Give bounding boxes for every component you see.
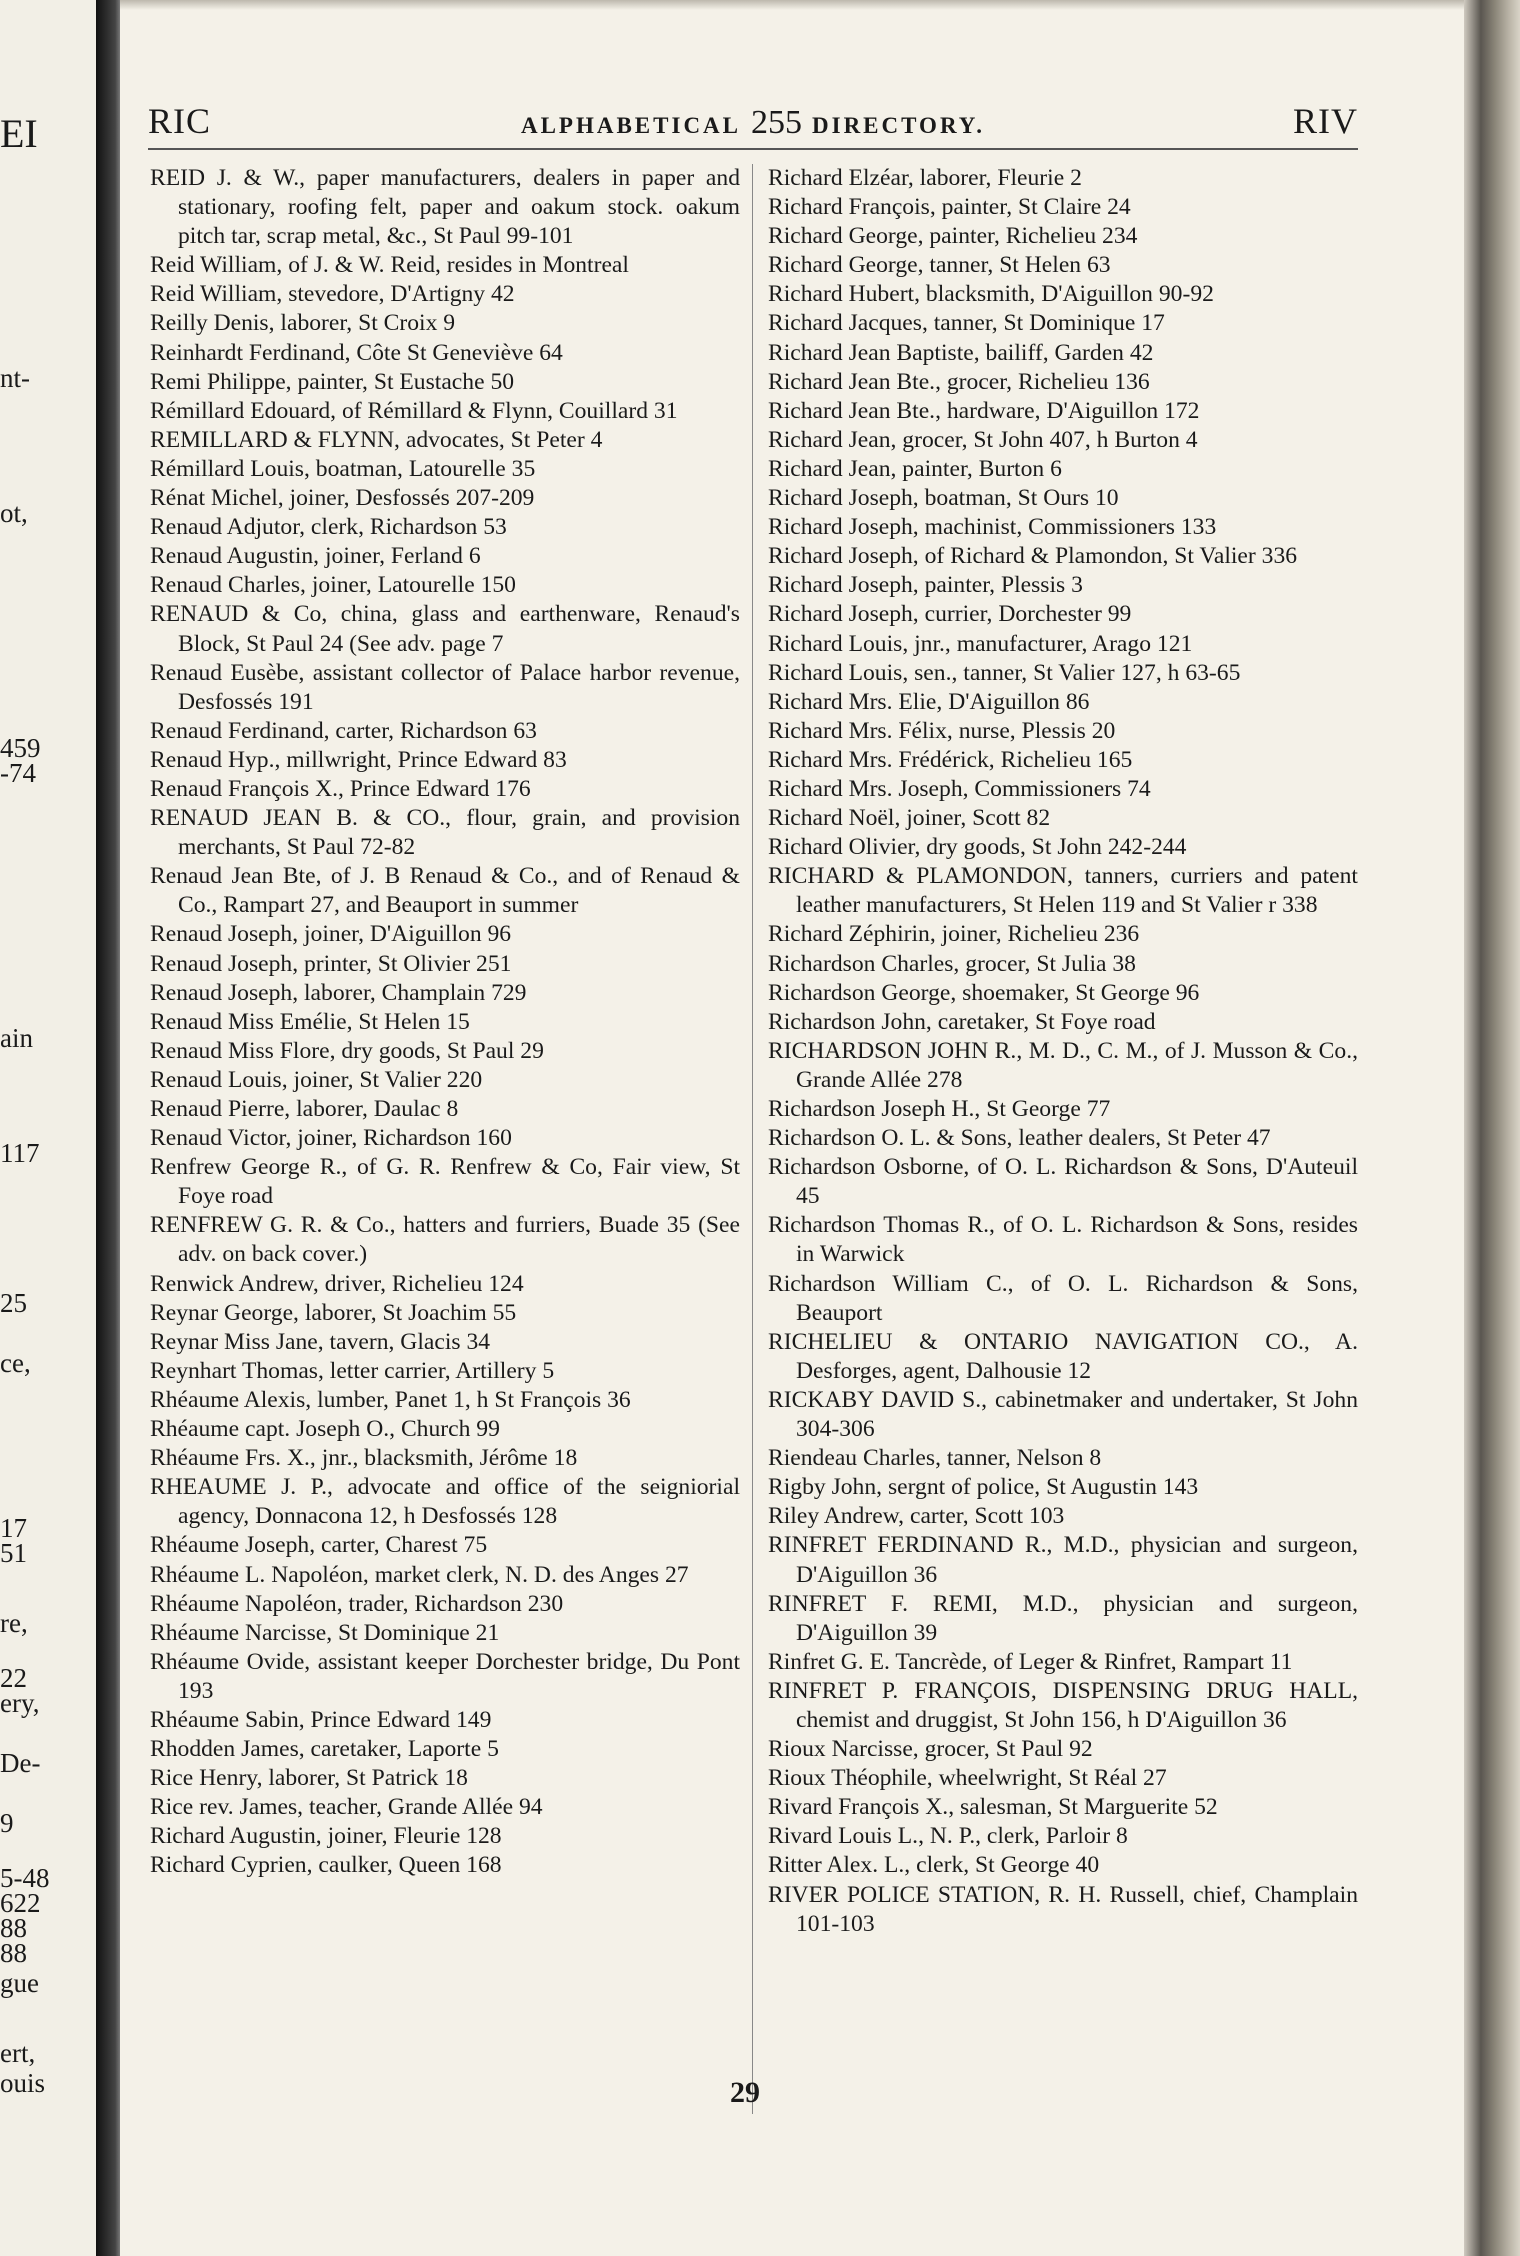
margin-fragment: 22 (0, 1663, 27, 1693)
margin-fragment: 459 (0, 733, 41, 763)
margin-fragment: 622 (0, 1888, 41, 1918)
directory-entry: Riendeau Charles, tanner, Nelson 8 (768, 1445, 1102, 1472)
margin-fragment: nt- (0, 363, 30, 393)
directory-entry: Rhéaume Frs. X., jnr., blacksmith, Jérôme 18 (150, 1445, 578, 1472)
directory-entry: RENAUD & Co, china, glass and earthenware, Renaud's Block, St Paul 24 (See adv. page 7 (150, 601, 740, 657)
directory-entry: RENAUD JEAN B. & CO., flour, grain, and provision merchants, St Paul 72-82 (150, 805, 740, 861)
directory-entry: Renwick Andrew, driver, Richelieu 124 (150, 1270, 524, 1297)
directory-entry: Richard Jacques, tanner, St Dominique 17 (768, 310, 1165, 337)
directory-entry: Renaud Louis, joiner, St Valier 220 (150, 1066, 483, 1093)
directory-entry: Renaud Hyp., millwright, Prince Edward 83 (150, 746, 567, 773)
directory-entry: Richard Zéphirin, joiner, Richelieu 236 (768, 921, 1140, 948)
directory-entry: Richard Jean Baptiste, bailiff, Garden 42 (768, 339, 1154, 366)
running-header (148, 100, 1358, 144)
directory-entry: Rice rev. James, teacher, Grande Allée 94 (150, 1794, 543, 1821)
directory-entry: Riley Andrew, carter, Scott 103 (768, 1503, 1065, 1530)
directory-entry: Richard George, painter, Richelieu 234 (768, 223, 1138, 250)
directory-entry: RICKABY DAVID S., cabinetmaker and undertaker, St John 304-306 (768, 1386, 1358, 1443)
margin-fragment: ert, (0, 2038, 36, 2068)
directory-entry: Renaud François X., Prince Edward 176 (150, 775, 531, 802)
directory-entry: Rinfret G. E. Tancrède, of Leger & Rinfret, Rampart 11 (768, 1648, 1293, 1675)
directory-entry: Renfrew George R., of G. R. Renfrew & Co, Fair view, St Foye road (150, 1154, 740, 1210)
directory-entry: Richard Augustin, joiner, Fleurie 128 (150, 1823, 502, 1850)
directory-entry: Ritter Alex. L., clerk, St George 40 (768, 1852, 1100, 1879)
header-rule (148, 148, 1358, 150)
page-edge-shadow (1464, 0, 1520, 2256)
margin-fragment: ery, (0, 1688, 40, 1718)
left-column (150, 164, 740, 1881)
margin-fragment: ce, (0, 1348, 31, 1378)
directory-entry: Reynar Miss Jane, tavern, Glacis 34 (150, 1328, 491, 1355)
margin-fragment: 88 (0, 1938, 27, 1968)
directory-entry: Rivard Louis L., N. P., clerk, Parloir 8 (768, 1823, 1128, 1850)
directory-entry: Richard Jean Bte., hardware, D'Aiguillon 172 (768, 397, 1200, 424)
directory-entry: Reinhardt Ferdinand, Côte St Geneviève 64 (150, 339, 563, 366)
margin-fragment: 117 (0, 1138, 40, 1168)
directory-entry: REID J. & W., paper manufacturers, dealers in paper and stationary, roofing felt, paper and oakum stock. oakum pitch tar, scrap metal, &c., St Paul 99-101 (150, 165, 740, 250)
directory-entry: Rénat Michel, joiner, Desfossés 207-209 (150, 485, 535, 512)
directory-entry: Richardson Osborne, of O. L. Richardson & Sons, D'Auteuil 45 (768, 1154, 1358, 1210)
directory-entry: Richardson Joseph H., St George 77 (768, 1096, 1111, 1122)
directory-entry: Richard Olivier, dry goods, St John 242-244 (768, 834, 1187, 861)
header-right-guide: RIV (1293, 101, 1358, 141)
margin-fragment: 25 (0, 1288, 27, 1318)
directory-entry: Rhéaume Sabin, Prince Edward 149 (150, 1706, 492, 1733)
margin-fragment: 5-48 (0, 1863, 50, 1893)
header-left-guide: RIC (148, 101, 212, 141)
directory-entry: Rhéaume Alexis, lumber, Panet 1, h St François 36 (150, 1386, 631, 1413)
directory-entry: Richard Elzéar, laborer, Fleurie 2 (768, 165, 1082, 191)
directory-entry: Richard Joseph, currier, Dorchester 99 (768, 601, 1132, 628)
margin-fragment: ain (0, 1023, 33, 1053)
directory-entry: Rigby John, sergnt of police, St Augustin 143 (768, 1474, 1199, 1501)
directory-entry: Rhéaume capt. Joseph O., Church 99 (150, 1416, 500, 1443)
directory-page (120, 0, 1464, 2256)
directory-entry: Rioux Théophile, wheelwright, St Réal 27 (768, 1765, 1167, 1792)
directory-entry: RINFRET FERDINAND R., M.D., physician and surgeon, D'Aiguillon 36 (768, 1532, 1358, 1588)
directory-entry: Renaud Adjutor, clerk, Richardson 53 (150, 514, 507, 541)
directory-entry: Richard Louis, sen., tanner, St Valier 127, h 63-65 (768, 659, 1241, 686)
directory-entry: Richard Louis, jnr., manufacturer, Arago 121 (768, 630, 1193, 657)
directory-entry: Richardson Charles, grocer, St Julia 38 (768, 950, 1136, 977)
directory-entry: RICHARDSON JOHN R., M. D., C. M., of J. Musson & Co., Grande Allée 278 (768, 1037, 1358, 1093)
margin-fragment: 51 (0, 1538, 27, 1568)
directory-entry: Richardson William C., of O. L. Richardson & Sons, Beauport (768, 1270, 1358, 1326)
directory-entry: Renaud Eusèbe, assistant collector of Palace harbor revenue, Desfossés 191 (150, 659, 740, 715)
margin-fragment: 17 (0, 1513, 27, 1543)
directory-entry: REMILLARD & FLYNN, advocates, St Peter 4 (150, 426, 603, 453)
directory-entry: RINFRET F. REMI, M.D., physician and surgeon, D'Aiguillon 39 (768, 1590, 1358, 1646)
directory-entry: Richardson George, shoemaker, St George 96 (768, 979, 1200, 1006)
directory-entry: Richard Mrs. Frédérick, Richelieu 165 (768, 746, 1133, 773)
directory-entry: Renaud Victor, joiner, Richardson 160 (150, 1125, 512, 1152)
directory-entry: Renaud Pierre, laborer, Daulac 8 (150, 1096, 459, 1122)
directory-entry: Renaud Joseph, laborer, Champlain 729 (150, 979, 527, 1006)
directory-entry: RENFREW G. R. & Co., hatters and furriers, Buade 35 (See adv. on back cover.) (150, 1212, 740, 1268)
directory-entry: Renaud Joseph, joiner, D'Aiguillon 96 (150, 921, 512, 948)
header-title-left: ALPHABETICAL (520, 113, 742, 138)
page-number: 255 (751, 104, 803, 141)
directory-entry: Richardson John, caretaker, St Foye road (768, 1008, 1156, 1035)
directory-entry: Renaud Augustin, joiner, Ferland 6 (150, 543, 481, 570)
header-title-right: DIRECTORY. (812, 113, 986, 138)
directory-entry: Rice Henry, laborer, St Patrick 18 (150, 1765, 468, 1792)
margin-fragment: -74 (0, 758, 36, 788)
margin-fragment: gue (0, 1968, 39, 1998)
directory-entry: RINFRET P. FRANÇOIS, DISPENSING DRUG HALL, chemist and druggist, St John 156, h D'Aiguillon 36 (768, 1677, 1358, 1733)
directory-entry: Renaud Charles, joiner, Latourelle 150 (150, 572, 516, 599)
directory-entry: Richard Mrs. Félix, nurse, Plessis 20 (768, 717, 1116, 744)
directory-entry: RICHARD & PLAMONDON, tanners, curriers and patent leather manufacturers, St Helen 119 and St Valier r 338 (768, 863, 1358, 919)
margin-fragment: ot, (0, 498, 28, 528)
directory-entry: Rhéaume Ovide, assistant keeper Dorchester bridge, Du Pont 193 (150, 1648, 740, 1704)
margin-fragment: De- (0, 1748, 41, 1778)
directory-entry: Richard Cyprien, caulker, Queen 168 (150, 1852, 502, 1879)
directory-entry: Renaud Miss Emélie, St Helen 15 (150, 1008, 470, 1035)
directory-entry: Rémillard Louis, boatman, Latourelle 35 (150, 455, 536, 482)
margin-fragment: re, (0, 1608, 28, 1638)
folio-number: 29 (730, 2076, 760, 2109)
directory-entry: Renaud Jean Bte, of J. B Renaud & Co., and of Renaud & Co., Rampart 27, and Beauport in summer (150, 863, 740, 919)
directory-entry: Rhéaume Napoléon, trader, Richardson 230 (150, 1590, 564, 1617)
margin-fragment: 9 (0, 1808, 14, 1838)
directory-entry: Richard Hubert, blacksmith, D'Aiguillon 90-92 (768, 281, 1214, 308)
directory-entry: Rivard François X., salesman, St Marguerite 52 (768, 1794, 1218, 1821)
directory-entry: Richardson Thomas R., of O. L. Richardson & Sons, resides in Warwick (768, 1212, 1358, 1268)
directory-entry: Richardson O. L. & Sons, leather dealers, St Peter 47 (768, 1125, 1271, 1152)
directory-entry: Reynhart Thomas, letter carrier, Artillery 5 (150, 1357, 555, 1384)
right-column (768, 164, 1358, 1939)
directory-entry: Richard Joseph, painter, Plessis 3 (768, 572, 1083, 599)
directory-entry: Reid William, stevedore, D'Artigny 42 (150, 281, 515, 308)
directory-entry: Rhéaume L. Napoléon, market clerk, N. D. des Anges 27 (150, 1561, 689, 1588)
directory-entry: Rémillard Edouard, of Rémillard & Flynn, Couillard 31 (150, 397, 678, 424)
directory-entry: Rhodden James, caretaker, Laporte 5 (150, 1736, 499, 1763)
directory-entry: RICHELIEU & ONTARIO NAVIGATION CO., A. Desforges, agent, Dalhousie 12 (768, 1328, 1358, 1384)
directory-entry: Richard Joseph, boatman, St Ours 10 (768, 485, 1119, 512)
directory-entry: Richard Jean Bte., grocer, Richelieu 136 (768, 368, 1150, 395)
directory-entry: Richard Mrs. Joseph, Commissioners 74 (768, 775, 1151, 802)
directory-entry: Reilly Denis, laborer, St Croix 9 (150, 310, 456, 337)
directory-entry: Richard Joseph, machinist, Commissioners 133 (768, 514, 1217, 541)
directory-entry: Richard Jean, grocer, St John 407, h Burton 4 (768, 426, 1198, 453)
directory-entry: RIVER POLICE STATION, R. H. Russell, chief, Champlain 101-103 (768, 1881, 1358, 1937)
column-divider (752, 164, 753, 2114)
directory-entry: Richard Noël, joiner, Scott 82 (768, 805, 1051, 832)
directory-entry: Reid William, of J. & W. Reid, resides in Montreal (150, 252, 629, 279)
directory-entry: Rhéaume Joseph, carter, Charest 75 (150, 1532, 488, 1559)
adjacent-page-strip (0, 0, 96, 2256)
directory-entry: Remi Philippe, painter, St Eustache 50 (150, 368, 515, 395)
directory-entry: Renaud Joseph, printer, St Olivier 251 (150, 950, 512, 977)
directory-entry: Reynar George, laborer, St Joachim 55 (150, 1299, 517, 1326)
directory-entry: Richard Jean, painter, Burton 6 (768, 455, 1062, 482)
directory-entry: Rioux Narcisse, grocer, St Paul 92 (768, 1736, 1093, 1763)
header-title (148, 104, 1358, 142)
directory-entry: RHEAUME J. P., advocate and office of the seigniorial agency, Donnacona 12, h Desfossés 128 (150, 1474, 740, 1530)
directory-entry: Richard George, tanner, St Helen 63 (768, 252, 1111, 279)
margin-fragment: ouis (0, 2068, 46, 2098)
directory-entry: Richard François, painter, St Claire 24 (768, 194, 1131, 221)
directory-entry: Renaud Ferdinand, carter, Richardson 63 (150, 717, 537, 744)
directory-entry: Renaud Miss Flore, dry goods, St Paul 29 (150, 1037, 544, 1064)
margin-fragment: 88 (0, 1913, 27, 1943)
directory-entry: Richard Mrs. Elie, D'Aiguillon 86 (768, 688, 1090, 715)
margin-fragment: EI (0, 111, 38, 156)
book-binding-gutter (96, 0, 120, 2256)
directory-entry: Rhéaume Narcisse, St Dominique 21 (150, 1619, 500, 1646)
directory-entry: Richard Joseph, of Richard & Plamondon, St Valier 336 (768, 543, 1298, 570)
